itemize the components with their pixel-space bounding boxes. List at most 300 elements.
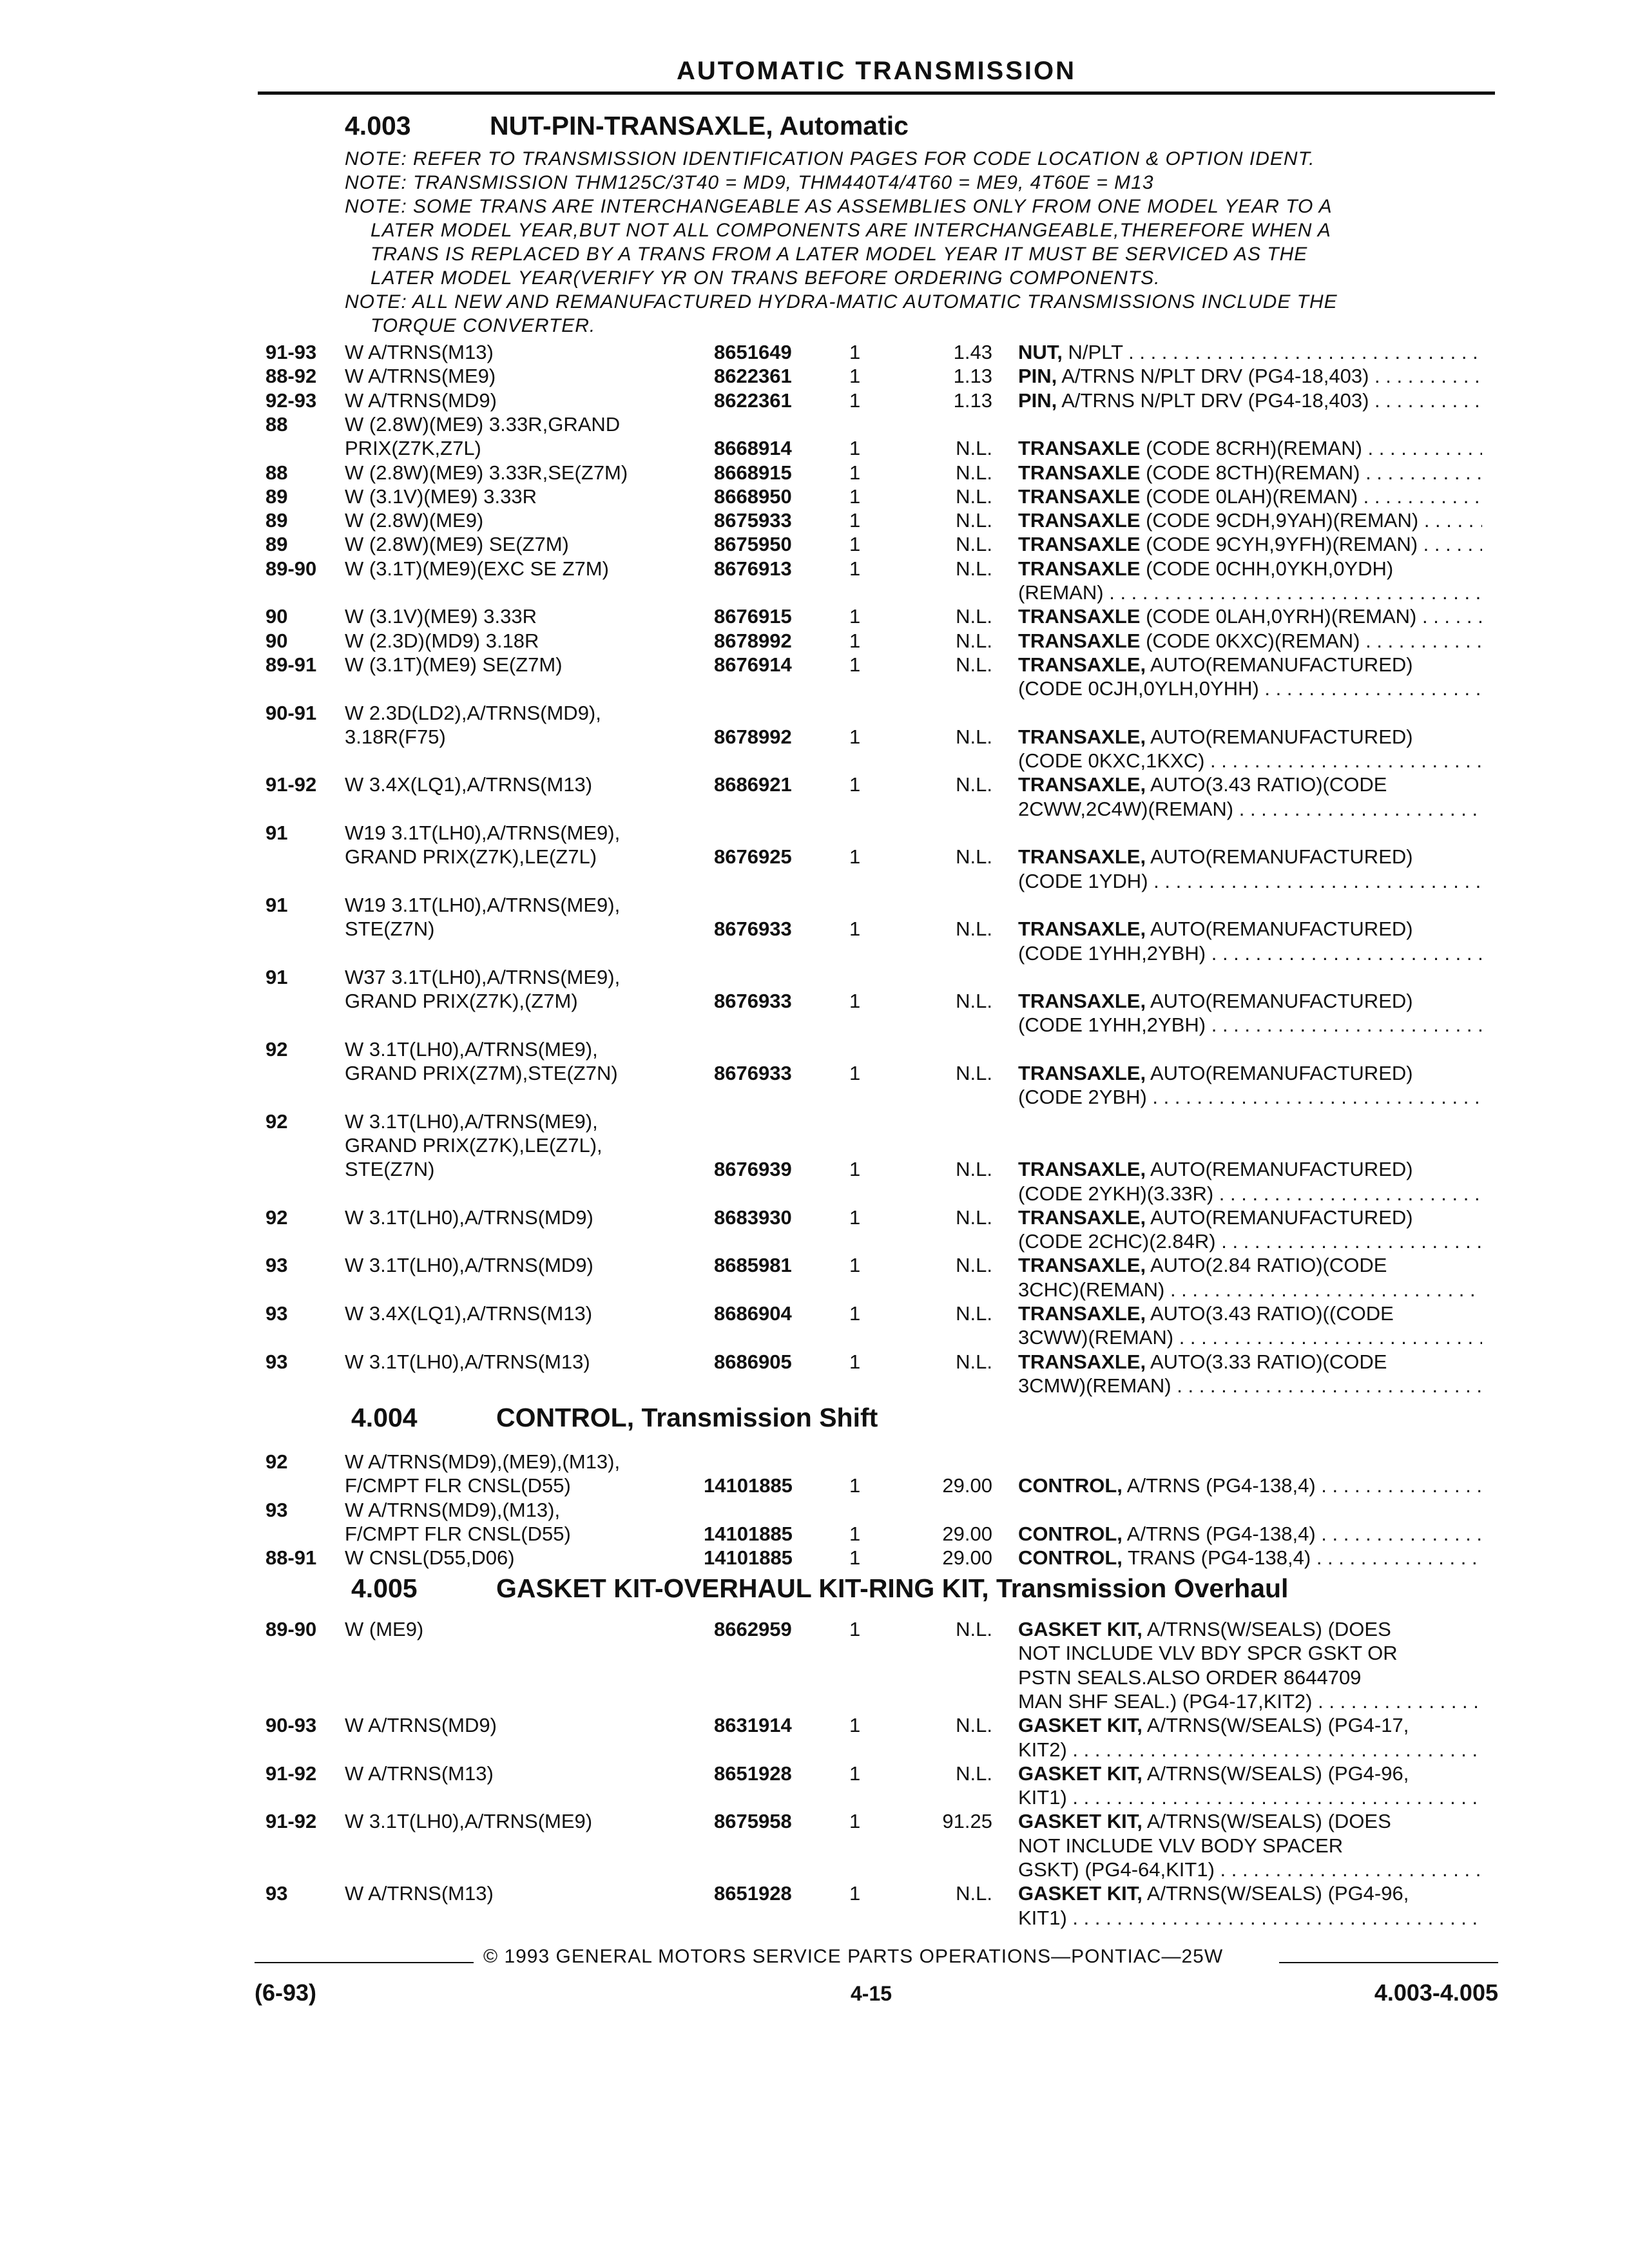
table-row <box>0 1498 1629 1523</box>
application: W A/TRNS(MD9) <box>345 389 497 412</box>
price: N.L. <box>956 557 992 580</box>
note-line: NOTE: SOME TRANS ARE INTERCHANGEABLE AS ASSEMBLIES ONLY FROM ONE MODEL YEAR TO A <box>345 196 1333 217</box>
table-row <box>0 1785 1629 1810</box>
description <box>1018 1809 1482 1833</box>
quantity: 1 <box>849 1618 861 1640</box>
model-year: 90-93 <box>265 1714 317 1737</box>
table-row <box>0 1881 1629 1906</box>
application: STE(Z7N) <box>345 1158 435 1181</box>
description-text: 2CWW,2C4W)(REMAN) <box>1018 797 1234 820</box>
table-row <box>0 1617 1629 1642</box>
header-rule <box>258 91 1495 95</box>
table-row <box>0 1061 1629 1086</box>
description-text: A/TRNS(W/SEALS) (PG4-17, <box>1146 1714 1409 1737</box>
model-year: 92 <box>265 1206 288 1229</box>
part-number: 8678992 <box>714 725 792 748</box>
part-number: 8651928 <box>714 1882 792 1905</box>
price: N.L. <box>956 485 992 508</box>
table-row <box>0 1229 1629 1254</box>
page-number: 4-15 <box>851 1982 892 2005</box>
part-number: 8676933 <box>714 1062 792 1084</box>
part-name: TRANSAXLE <box>1018 437 1141 460</box>
description-text: MAN SHF SEAL.) (PG4-17,KIT2) <box>1018 1689 1313 1713</box>
quantity: 1 <box>849 629 861 652</box>
model-year: 89-91 <box>265 653 317 676</box>
table-row <box>0 1666 1629 1690</box>
part-name: CONTROL, <box>1018 1546 1123 1570</box>
table-row <box>0 1738 1629 1762</box>
table-row <box>0 821 1629 845</box>
application: W 3.4X(LQ1),A/TRNS(M13) <box>345 773 593 796</box>
table-row <box>0 725 1629 749</box>
model-year: 89-90 <box>265 1618 317 1640</box>
application: W (2.3D)(MD9) 3.18R <box>345 629 539 652</box>
model-year: 88-92 <box>265 365 317 388</box>
description <box>1018 941 1482 965</box>
table-row <box>0 629 1629 653</box>
application: W A/TRNS(M13) <box>345 1882 494 1905</box>
price: N.L. <box>956 845 992 869</box>
description <box>1018 1085 1482 1109</box>
table-row <box>0 1110 1629 1134</box>
description-text: A/TRNS(W/SEALS) (DOES <box>1146 1618 1391 1640</box>
table-row <box>0 461 1629 485</box>
part-name: CONTROL, <box>1018 1522 1123 1545</box>
section-heading-4005 <box>351 1573 1288 1604</box>
part-number: 8668915 <box>714 461 792 484</box>
application: W A/TRNS(MD9),(M13), <box>345 1498 561 1521</box>
description <box>1018 340 1482 364</box>
description <box>1018 677 1482 700</box>
table-row <box>0 1474 1629 1498</box>
model-year: 91 <box>265 822 288 844</box>
table-row <box>0 389 1629 413</box>
price: N.L. <box>956 509 992 532</box>
application: W 3.1T(LH0),A/TRNS(ME9) <box>345 1810 593 1833</box>
copyright: © 1993 GENERAL MOTORS SERVICE PARTS OPERATIONS—PONTIAC—25W <box>483 1946 1224 1967</box>
table-row <box>0 749 1629 773</box>
description <box>1018 1206 1482 1229</box>
application: W 2.3D(LD2),A/TRNS(MD9), <box>345 701 601 724</box>
application: W 3.1T(LH0),A/TRNS(MD9) <box>345 1206 593 1229</box>
part-number: 14101885 <box>704 1546 793 1570</box>
model-year: 88-91 <box>265 1546 317 1570</box>
table-row <box>0 845 1629 869</box>
description-text: AUTO(3.43 RATIO)((CODE <box>1150 1302 1394 1325</box>
part-name: TRANSAXLE, <box>1018 725 1146 748</box>
part-number: 8675958 <box>714 1810 792 1833</box>
application: W (2.8W)(ME9) <box>345 509 484 532</box>
description-text: AUTO(REMANUFACTURED) <box>1150 1158 1413 1181</box>
price: 1.13 <box>953 389 992 412</box>
quantity: 1 <box>849 341 861 363</box>
section-heading-4004 <box>351 1403 878 1433</box>
table-row <box>0 1302 1629 1326</box>
model-year: 92 <box>265 1037 288 1061</box>
table-row <box>0 1085 1629 1110</box>
quantity: 1 <box>849 1882 861 1905</box>
description-text: AUTO(REMANUFACTURED) <box>1150 990 1413 1013</box>
part-number: 8622361 <box>714 389 792 412</box>
price: N.L. <box>956 653 992 676</box>
description <box>1018 1374 1482 1398</box>
note-line: NOTE: TRANSMISSION THM125C/3T40 = MD9, THM440T4/4T60 = ME9, 4T60E = M13 <box>345 172 1154 193</box>
price: 29.00 <box>942 1546 992 1570</box>
description <box>1018 1182 1482 1206</box>
table-row <box>0 1689 1629 1714</box>
description <box>1018 725 1482 749</box>
section-heading-4003 <box>345 111 909 141</box>
description <box>1018 1474 1482 1497</box>
description <box>1018 653 1482 677</box>
part-name: TRANSAXLE <box>1018 605 1141 628</box>
part-number: 8686921 <box>714 773 792 796</box>
table-row <box>0 1522 1629 1546</box>
table-row <box>0 557 1629 581</box>
quantity: 1 <box>849 653 861 676</box>
table-row <box>0 1157 1629 1182</box>
price: N.L. <box>956 1882 992 1905</box>
part-number: 8675950 <box>714 533 792 556</box>
table-row <box>0 1325 1629 1350</box>
section-title: CONTROL, Transmission Shift <box>496 1403 878 1432</box>
note-line: NOTE: REFER TO TRANSMISSION IDENTIFICATION PAGES FOR CODE LOCATION & OPTION IDENT. <box>345 148 1315 169</box>
application: F/CMPT FLR CNSL(D55) <box>345 1474 571 1497</box>
part-name: TRANSAXLE, <box>1018 845 1146 869</box>
description <box>1018 389 1482 412</box>
price: N.L. <box>956 437 992 460</box>
table-row <box>0 1182 1629 1206</box>
description <box>1018 1229 1482 1253</box>
table-row <box>0 1858 1629 1882</box>
part-name: TRANSAXLE, <box>1018 1206 1146 1229</box>
description-text: AUTO(REMANUFACTURED) <box>1150 918 1413 941</box>
description <box>1018 604 1482 628</box>
note-line: LATER MODEL YEAR(VERIFY YR ON TRANS BEFORE ORDERING COMPONENTS. <box>371 267 1161 289</box>
part-number: 8676914 <box>714 653 792 676</box>
quantity: 1 <box>849 1522 861 1545</box>
model-year: 93 <box>265 1302 288 1325</box>
part-name: PIN, <box>1018 365 1057 388</box>
description <box>1018 1350 1482 1374</box>
description <box>1018 989 1482 1013</box>
model-year: 90 <box>265 629 288 652</box>
quantity: 1 <box>849 365 861 388</box>
description-text: (CODE 8CTH)(REMAN) <box>1146 461 1360 484</box>
price: N.L. <box>956 725 992 748</box>
price: N.L. <box>956 1714 992 1737</box>
table-row <box>0 1762 1629 1786</box>
description-text: (CODE 8CRH)(REMAN) <box>1146 437 1362 460</box>
application: 3.18R(F75) <box>345 725 446 748</box>
description-text: (CODE 2YBH) <box>1018 1086 1147 1109</box>
part-number: 14101885 <box>704 1522 793 1545</box>
description-text: (CODE 1YHH,2YBH) <box>1018 941 1206 965</box>
part-name: CONTROL, <box>1018 1474 1123 1497</box>
table-row <box>0 1350 1629 1374</box>
model-year: 92-93 <box>265 389 317 412</box>
application: W A/TRNS(MD9) <box>345 1714 497 1737</box>
table-row <box>0 893 1629 918</box>
part-number: 8678992 <box>714 629 792 652</box>
application: W (2.8W)(ME9) SE(Z7M) <box>345 533 569 556</box>
description <box>1018 532 1482 556</box>
application: W A/TRNS(MD9),(ME9),(M13), <box>345 1450 621 1473</box>
description <box>1018 1617 1482 1641</box>
description-text: (CODE 9CDH,9YAH)(REMAN) <box>1146 509 1419 532</box>
table-row <box>0 797 1629 822</box>
application: W A/TRNS(ME9) <box>345 365 496 388</box>
price: N.L. <box>956 629 992 652</box>
price: 1.43 <box>953 341 992 363</box>
table-row <box>0 508 1629 533</box>
application: STE(Z7N) <box>345 918 435 941</box>
description <box>1018 1738 1482 1762</box>
model-year: 89 <box>265 509 288 532</box>
part-number: 8676939 <box>714 1158 792 1181</box>
part-name: GASKET KIT, <box>1018 1618 1142 1640</box>
description <box>1018 461 1482 485</box>
application: W 3.4X(LQ1),A/TRNS(M13) <box>345 1302 593 1325</box>
application: W (3.1T)(ME9) SE(Z7M) <box>345 653 563 676</box>
description <box>1018 869 1482 893</box>
description-text: (CODE 0LAH,0YRH)(REMAN) <box>1146 605 1417 628</box>
part-name: TRANSAXLE, <box>1018 990 1146 1013</box>
part-number: 8676913 <box>714 557 792 580</box>
model-year: 89-90 <box>265 557 317 580</box>
model-year: 91 <box>265 965 288 988</box>
part-name: TRANSAXLE <box>1018 629 1141 652</box>
price: N.L. <box>956 1302 992 1325</box>
quantity: 1 <box>849 845 861 869</box>
description <box>1018 1881 1482 1905</box>
application: W37 3.1T(LH0),A/TRNS(ME9), <box>345 965 621 988</box>
table-row <box>0 941 1629 966</box>
section-title: NUT-PIN-TRANSAXLE, Automatic <box>490 111 909 140</box>
footer-rule-left <box>255 1962 474 1963</box>
part-number: 8651928 <box>714 1762 792 1785</box>
table-row <box>0 677 1629 701</box>
description <box>1018 1713 1482 1737</box>
quantity: 1 <box>849 1158 861 1181</box>
application: W (ME9) <box>345 1618 424 1640</box>
description <box>1018 1253 1482 1277</box>
part-name: TRANSAXLE <box>1018 533 1141 556</box>
table-row <box>0 1450 1629 1474</box>
table-row <box>0 1374 1629 1398</box>
description <box>1018 485 1482 508</box>
table-row <box>0 1133 1629 1158</box>
quantity: 1 <box>849 485 861 508</box>
model-year: 91-92 <box>265 1762 317 1785</box>
description-text: PSTN SEALS.ALSO ORDER 8644709 <box>1018 1666 1362 1689</box>
description-text: (CODE 0CHH,0YKH,0YDH) <box>1146 557 1394 580</box>
application: W19 3.1T(LH0),A/TRNS(ME9), <box>345 822 621 844</box>
part-number: 8676933 <box>714 990 792 1013</box>
quantity: 1 <box>849 990 861 1013</box>
part-name: TRANSAXLE, <box>1018 653 1146 676</box>
description <box>1018 1157 1482 1181</box>
part-number: 14101885 <box>704 1474 793 1497</box>
table-row <box>0 965 1629 990</box>
description-text: (CODE 0CJH,0YLH,0YHH) <box>1018 677 1259 700</box>
price: N.L. <box>956 605 992 628</box>
quantity: 1 <box>849 557 861 580</box>
table-row <box>0 412 1629 437</box>
description-text: NOT INCLUDE VLV BDY SPCR GSKT OR <box>1018 1642 1398 1665</box>
description <box>1018 364 1482 388</box>
table-row <box>0 1809 1629 1834</box>
quantity: 1 <box>849 509 861 532</box>
section-range: 4.003-4.005 <box>1374 1979 1498 2006</box>
description <box>1018 1641 1482 1665</box>
description <box>1018 1906 1482 1930</box>
page-title: AUTOMATIC TRANSMISSION <box>676 57 1077 85</box>
description-text: A/TRNS (PG4-138,4) <box>1126 1522 1316 1545</box>
table-row <box>0 581 1629 605</box>
model-year: 92 <box>265 1450 288 1473</box>
table-row <box>0 773 1629 797</box>
price: N.L. <box>956 1254 992 1277</box>
model-year: 91-93 <box>265 341 317 363</box>
model-year: 89 <box>265 533 288 556</box>
description <box>1018 1762 1482 1785</box>
model-year: 91-92 <box>265 773 317 796</box>
quantity: 1 <box>849 1350 861 1373</box>
application: W (2.8W)(ME9) 3.33R,GRAND <box>345 412 621 436</box>
table-row <box>0 1546 1629 1570</box>
part-name: TRANSAXLE, <box>1018 1302 1146 1325</box>
application: F/CMPT FLR CNSL(D55) <box>345 1522 571 1545</box>
quantity: 1 <box>849 1206 861 1229</box>
price: N.L. <box>956 533 992 556</box>
table-row <box>0 1253 1629 1278</box>
description-text: AUTO(REMANUFACTURED) <box>1150 725 1413 748</box>
description <box>1018 508 1482 532</box>
part-name: TRANSAXLE, <box>1018 918 1146 941</box>
description-text: A/TRNS N/PLT DRV (PG4-18,403) <box>1061 365 1369 388</box>
part-name: TRANSAXLE <box>1018 509 1141 532</box>
description <box>1018 1325 1482 1349</box>
model-year: 91-92 <box>265 1810 317 1833</box>
table-row <box>0 532 1629 557</box>
part-number: 8676933 <box>714 918 792 941</box>
description-text: KIT1) <box>1018 1906 1067 1929</box>
description-text: KIT2) <box>1018 1738 1067 1761</box>
part-name: GASKET KIT, <box>1018 1714 1142 1737</box>
quantity: 1 <box>849 437 861 460</box>
description <box>1018 1546 1482 1570</box>
description-text: 3CMW)(REMAN) <box>1018 1374 1171 1397</box>
price: N.L. <box>956 1350 992 1373</box>
description-text: AUTO(REMANUFACTURED) <box>1150 653 1413 676</box>
price: 29.00 <box>942 1522 992 1545</box>
part-number: 8651649 <box>714 341 792 363</box>
part-number: 8685981 <box>714 1254 792 1277</box>
description-text: (CODE 1YDH) <box>1018 869 1148 892</box>
quantity: 1 <box>849 1474 861 1497</box>
table-row <box>0 1834 1629 1858</box>
table-row <box>0 917 1629 941</box>
application: W (3.1V)(ME9) 3.33R <box>345 605 537 628</box>
model-year: 93 <box>265 1350 288 1373</box>
description <box>1018 797 1482 821</box>
description-text: (CODE 2YKH)(3.33R) <box>1018 1182 1214 1205</box>
application: W A/TRNS(M13) <box>345 341 494 363</box>
quantity: 1 <box>849 605 861 628</box>
description-text: A/TRNS(W/SEALS) (PG4-96, <box>1146 1882 1409 1905</box>
section-number: 4.005 <box>351 1573 418 1603</box>
note-line: NOTE: ALL NEW AND REMANUFACTURED HYDRA-MATIC AUTOMATIC TRANSMISSIONS INCLUDE THE <box>345 291 1338 312</box>
quantity: 1 <box>849 1302 861 1325</box>
description-text: AUTO(3.43 RATIO)(CODE <box>1150 773 1387 796</box>
description-text: A/TRNS(W/SEALS) (PG4-96, <box>1146 1762 1409 1785</box>
description-text: (CODE 0KXC,1KXC) <box>1018 749 1205 773</box>
application: W (3.1V)(ME9) 3.33R <box>345 485 537 508</box>
part-name: GASKET KIT, <box>1018 1810 1142 1833</box>
description-text: N/PLT <box>1068 341 1123 363</box>
section-title: GASKET KIT-OVERHAUL KIT-RING KIT, Transmission Overhaul <box>496 1573 1289 1603</box>
price: N.L. <box>956 1618 992 1640</box>
description-text: AUTO(2.84 RATIO)(CODE <box>1150 1254 1387 1277</box>
model-year: 88 <box>265 461 288 484</box>
table-row <box>0 1641 1629 1666</box>
note-line: TRANS IS REPLACED BY A TRANS FROM A LATER MODEL YEAR IT MUST BE SERVICED AS THE <box>371 244 1308 265</box>
part-name: GASKET KIT, <box>1018 1882 1142 1905</box>
price: N.L. <box>956 1762 992 1785</box>
application: GRAND PRIX(Z7K),LE(Z7L) <box>345 845 597 869</box>
quantity: 1 <box>849 1762 861 1785</box>
description-text: (CODE 9CYH,9YFH)(REMAN) <box>1146 533 1418 556</box>
application: W (2.8W)(ME9) 3.33R,SE(Z7M) <box>345 461 628 484</box>
description <box>1018 845 1482 869</box>
description <box>1018 436 1482 460</box>
description-text: (REMAN) <box>1018 581 1104 604</box>
part-number: 8662959 <box>714 1618 792 1640</box>
application: GRAND PRIX(Z7M),STE(Z7N) <box>345 1062 618 1084</box>
description <box>1018 1834 1482 1858</box>
model-year: 88 <box>265 412 288 436</box>
quantity: 1 <box>849 1546 861 1570</box>
part-number: 8622361 <box>714 365 792 388</box>
part-number: 8631914 <box>714 1714 792 1737</box>
description-text: A/TRNS(W/SEALS) (DOES <box>1146 1810 1391 1833</box>
application: PRIX(Z7K,Z7L) <box>345 437 481 460</box>
description <box>1018 773 1482 796</box>
table-row <box>0 604 1629 629</box>
application: W 3.1T(LH0),A/TRNS(M13) <box>345 1350 590 1373</box>
table-row <box>0 989 1629 1014</box>
part-name: NUT, <box>1018 341 1063 363</box>
part-name: TRANSAXLE <box>1018 485 1141 508</box>
description-text: A/TRNS (PG4-138,4) <box>1126 1474 1316 1497</box>
price: N.L. <box>956 990 992 1013</box>
table-row <box>0 869 1629 894</box>
part-number: 8686905 <box>714 1350 792 1373</box>
description-text: 3CWW)(REMAN) <box>1018 1326 1174 1349</box>
table-row <box>0 364 1629 389</box>
description-text: A/TRNS N/PLT DRV (PG4-18,403) <box>1061 389 1369 412</box>
price: N.L. <box>956 1206 992 1229</box>
part-number: 8668950 <box>714 485 792 508</box>
quantity: 1 <box>849 725 861 748</box>
description <box>1018 1785 1482 1809</box>
model-year: 91 <box>265 893 288 916</box>
application: W 3.1T(LH0),A/TRNS(ME9), <box>345 1110 598 1133</box>
description-text: AUTO(REMANUFACTURED) <box>1150 845 1413 869</box>
model-year: 93 <box>265 1882 288 1905</box>
quantity: 1 <box>849 533 861 556</box>
